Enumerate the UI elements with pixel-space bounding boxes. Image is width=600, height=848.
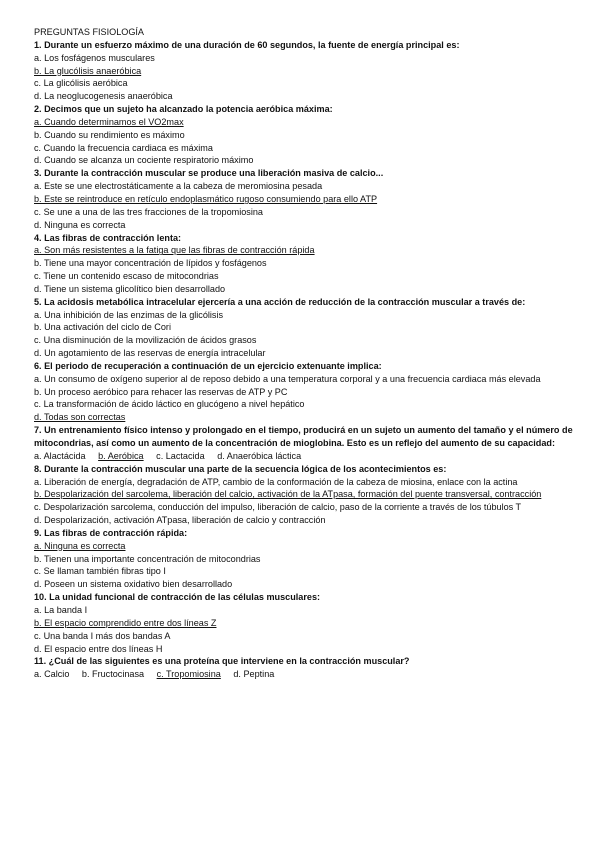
q11-option-b: b. Fructocinasa: [81, 669, 145, 680]
q4-option-a: a. Son más resistentes a la fatiga que las fibras de contracción rápida: [34, 245, 315, 256]
q1-option-b: b. La glucólisis anaeróbica: [34, 65, 142, 76]
q9-option-d: d. Poseen un sistema oxidativo bien desarrollado: [34, 579, 233, 590]
q9-option-b: b. Tienen una importante concentración de mitocondrias: [34, 553, 261, 564]
q8-option-b: b. Despolarización del sarcolema, liberación del calcio, activación de la ATpasa, formación del puente transversal, contracción: [34, 489, 542, 500]
q9-option-a: a. Ninguna es correcta: [34, 540, 126, 551]
q6-option-b: b. Un proceso aeróbico para rehacer las reservas de ATP y PC: [34, 386, 288, 397]
q7-options-row: [34, 450, 574, 463]
question-5: 5. La acidosis metabólica intracelular ejercería a una acción de reducción de la contracción muscular a través de:: [34, 296, 526, 307]
q8-option-c: c. Despolarización sarcolema, conducción del impulso, liberación de calcio, paso de la corriente a través de los túbulos T: [34, 502, 522, 513]
q3-option-a: a. Este se une electrostáticamente a la cabeza de meromiosina pesada: [34, 181, 323, 192]
q3-option-c: c. Se une a una de las tres fracciones de la tropomiosina: [34, 206, 263, 217]
question-3: 3. Durante la contracción muscular se produce una liberación masiva de calcio...: [34, 168, 384, 179]
q11-option-a: a. Calcio: [34, 669, 70, 680]
q3-option-d: d. Ninguna es correcta: [34, 219, 126, 230]
q2-option-d: d. Cuando se alcanza un cociente respiratorio máximo: [34, 155, 254, 166]
q8-option-d: d. Despolarización, activación ATpasa, liberación de calcio y contracción: [34, 515, 326, 526]
q5-option-b: b. Una activación del ciclo de Cori: [34, 322, 171, 333]
question-6: 6. El periodo de recuperación a continuación de un ejercicio extenuante implica:: [34, 360, 382, 371]
question-4: 4. Las fibras de contracción lenta:: [34, 232, 182, 243]
question-2: 2. Decimos que un sujeto ha alcanzado la potencia aeróbica máxima:: [34, 104, 333, 115]
q1-option-d: d. La neoglucogenesis anaeróbica: [34, 91, 173, 102]
q1-option-c: c. La glicólisis aeróbica: [34, 78, 128, 89]
q2-option-c: c. Cuando la frecuencia cardiaca es máxima: [34, 142, 213, 153]
q10-option-c: c. Una banda I más dos bandas A: [34, 630, 171, 641]
q10-option-a: a. La banda I: [34, 604, 88, 615]
q7-option-d: d. Anaeróbica láctica: [217, 450, 302, 461]
q9-option-c: c. Se llaman también fibras tipo I: [34, 566, 166, 577]
q7-option-b: b. Aeróbica: [98, 450, 144, 461]
question-9: 9. Las fibras de contracción rápida:: [34, 527, 188, 538]
question-8: 8. Durante la contracción muscular una parte de la secuencia lógica de los acontecimientos es:: [34, 463, 447, 474]
q2-option-b: b. Cuando su rendimiento es máximo: [34, 129, 185, 140]
q3-option-b: b. Este se reintroduce en retículo endoplasmático rugoso consumiendo para ello ATP: [34, 193, 378, 204]
question-1: 1. Durante un esfuerzo máximo de una duración de 60 segundos, la fuente de energía principal es:: [34, 39, 460, 50]
q8-option-a: a. Liberación de energía, degradación de ATP, cambio de la conformación de la cabeza de miosina, enlace con la actina: [34, 476, 518, 487]
q6-option-a: a. Un consumo de oxígeno superior al de reposo debido a una temperatura corporal y a una frecuencia cardiaca más elevada: [34, 373, 541, 384]
q10-option-b: b. El espacio comprendido entre dos líneas Z: [34, 617, 217, 628]
q5-option-a: a. Una inhibición de las enzimas de la glicólisis: [34, 309, 224, 320]
q11-option-c: c. Tropomiosina: [156, 669, 221, 680]
document-page: [34, 26, 574, 681]
q1-option-a: a. Los fosfágenos musculares: [34, 52, 155, 63]
question-11: 11. ¿Cuál de las siguientes es una proteína que interviene en la contracción muscular?: [34, 656, 410, 667]
q4-option-d: d. Tiene un sistema glicolítico bien desarrollado: [34, 283, 226, 294]
q7-option-a: a. Alactácida: [34, 450, 86, 461]
q4-option-c: c. Tiene un contenido escaso de mitocondrias: [34, 271, 219, 282]
q11-option-d: d. Peptina: [233, 669, 275, 680]
q5-option-d: d. Un agotamiento de las reservas de energía intracelular: [34, 348, 266, 359]
q5-option-c: c. Una disminución de la movilización de ácidos grasos: [34, 335, 257, 346]
q6-option-c: c. La transformación de ácido láctico en glucógeno a nivel hepático: [34, 399, 305, 410]
q11-options-row: [34, 668, 574, 681]
document-title: PREGUNTAS FISIOLOGÍA: [34, 27, 144, 37]
question-10: 10. La unidad funcional de contracción de las células musculares:: [34, 592, 321, 603]
q6-option-d: d. Todas son correctas: [34, 412, 126, 423]
q2-option-a: a. Cuando determinamos el VO2max: [34, 116, 184, 127]
q10-option-d: d. El espacio entre dos líneas H: [34, 643, 163, 654]
q7-option-c: c. Lactacida: [156, 450, 205, 461]
question-7: 7. Un entrenamiento físico intenso y prolongado en el tiempo, producirá en un sujeto un aumento del tamaño y el número de mitocondrias, así como un aumento de la concentración de mioglobina. Esto es un reflejo del aumento de su capacidad:: [34, 425, 573, 448]
q4-option-b: b. Tiene una mayor concentración de lípidos y fosfágenos: [34, 258, 267, 269]
